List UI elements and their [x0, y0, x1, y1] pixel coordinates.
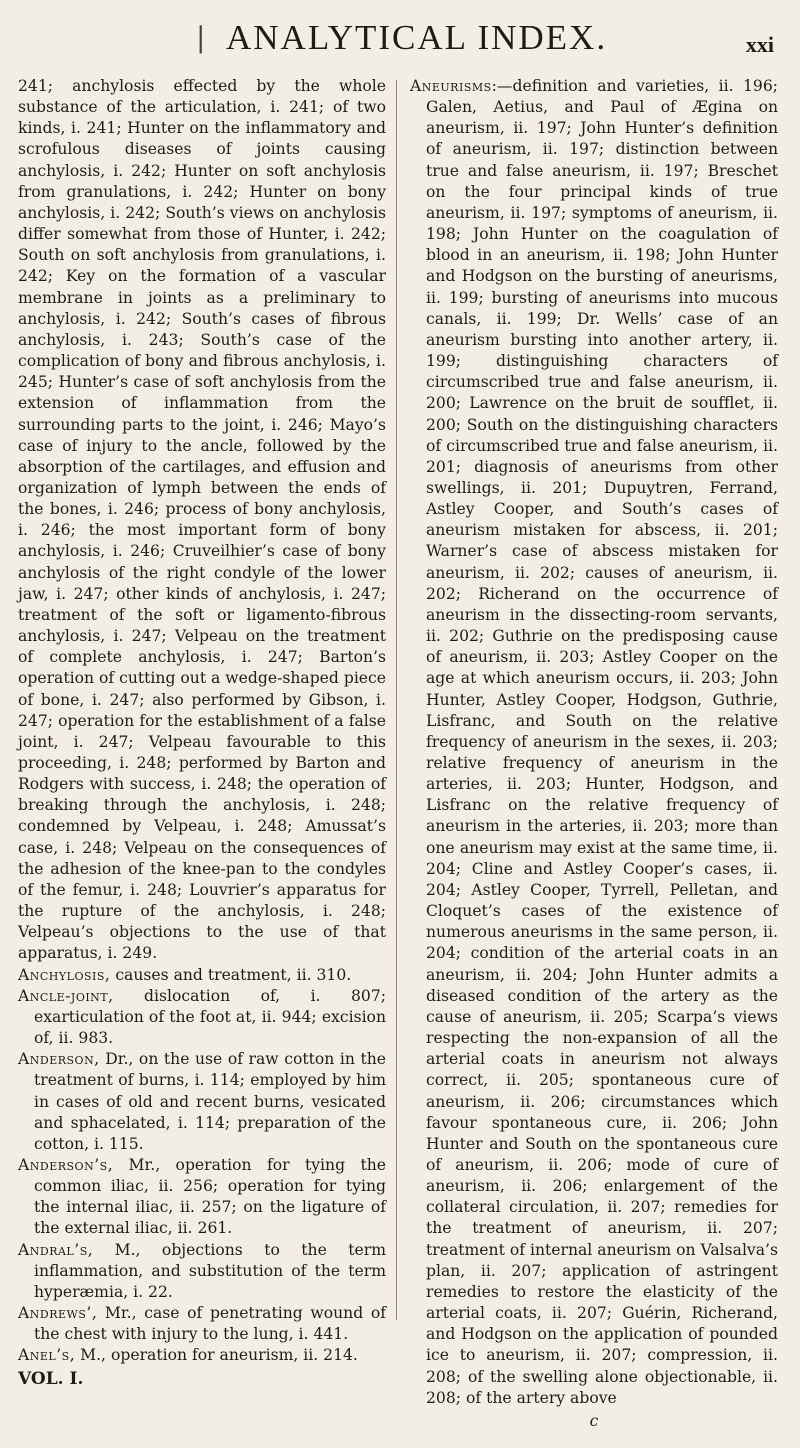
index-entry — [18, 1345, 386, 1366]
entry-text: Dr., on the use of raw cotton in the treatment of burns, i. 114; employed by him in cases of old and recent burns, vesicated and sphacelated, i. 114; preparation of the cotton, i. 115. — [34, 1050, 386, 1153]
entry-text: Mr., case of penetrating wound of the chest with injury to the lung, i. 441. — [34, 1304, 386, 1344]
index-entry — [18, 986, 386, 1049]
left-column — [18, 76, 386, 1390]
entry-text: :—definition and varieties, ii. 196; Galen, Aetius, and Paul of Ægina on aneurism, ii. 197; John Hunter’s definition of aneurism, ii. 197; distinction between true and false aneurism, ii. 197; Breschet on the four principal kinds of true aneurism, ii. 197; symptoms of aneurism, ii. 198; John Hunter on the coagulation of blood in an aneurism, ii. 198; John Hunter and Hodgson on the bursting of aneurisms, ii. 199; bursting of aneurisms into mucous canals, ii. 199; Dr. Wells’ case of an aneurism bursting into another artery, ii. 199; distinguishing characters of circumscribed true and false aneurism, ii. 200; Lawrence on the bruit de soufflet, ii. 200; South on the distinguishing characters of circumscribed true and false aneurism, ii. 201; diagnosis of aneurisms from other swellings, ii. 201; Dupuytren, Ferrand, Astley Cooper, and South’s cases of aneurism mistaken for abscess, ii. 201; Warner’s case of abscess mistaken for aneurism, ii. 202; causes of aneurism, ii. 202; Richerand on the occurrence of aneurism in the dissecting-room servants, ii. 202; Guthrie on the predisposing cause of aneurism, ii. 203; Astley Cooper on the age at which aneurism occurs, ii. 203; John Hunter, Astley Cooper, Hodgson, Guthrie, Lisfranc, and South on the relative frequency of aneurism in the sexes, ii. 203; relative frequency of aneurism in the arteries, ii. 203; Hunter, Hodgson, and Lisfranc on the relative frequency of aneurism in the arteries, ii. 203; more than one aneurism may exist at the same time, ii. 204; Cline and Astley Cooper’s cases, ii. 204; Astley Cooper, Tyrrell, Pelletan, and Cloquet’s cases of the existence of numerous aneurisms in the same person, ii. 204; condition of the arterial coats in an aneurism, ii. 204; John Hunter admits a diseased condition of the artery as the cause of aneurism, ii. 205; Scarpa’s views respecting the non-expansion of all the arterial coats in aneurism not always correct, ii. 205; spontaneous cure of aneurism, ii. 206; circumstances which favour spontaneous cure, ii. 206; John Hunter and South on the spontaneous cure of aneurism, ii. 206; mode of cure of aneurism, ii. 206; enlargement of the collateral circulation, ii. 207; remedies for the treatment of aneurism, ii. 207; treatment of internal aneurism on Valsalva’s plan, ii. 207; application of astringent remedies to restore the elasticity of the arterial coats, ii. 207; Guérin, Richerand, and Hodgson on the application of pounded ice to aneurism, ii. 207; compression, ii. 208; of the swelling alone objectionable, ii. 208; of the artery above — [426, 77, 778, 1407]
volume-signature: VOL. I. — [18, 1368, 84, 1389]
entry-text: Mr., operation for tying the common iliac, ii. 256; operation for tying the internal iliac, ii. 257; on the ligature of the external iliac, ii. 261. — [34, 1155, 386, 1238]
page-number: xxi — [745, 32, 774, 57]
entry-text: M., operation for aneurism, ii. 214. — [75, 1346, 358, 1365]
entry-headword: Anel’s, — [18, 1346, 76, 1365]
entry-headword: Anderson, — [18, 1050, 100, 1069]
index-entry — [410, 76, 778, 1409]
index-entry — [18, 1303, 386, 1345]
entry-text: causes and treatment, ii. 310. — [110, 965, 352, 984]
column-divider — [396, 80, 397, 1320]
entry-headword: Andrews’, — [18, 1304, 98, 1323]
right-column — [410, 76, 778, 1448]
entry-headword: Andral’s, — [18, 1240, 94, 1259]
entry-text: M., objections to the term inflammation, and substitution of the term hyperæmia, i. 22. — [34, 1240, 386, 1301]
index-entry-anchylosis-continued: 241; anchylosis effected by the whole substance of the articulation, i. 241; of two kinds, i. 241; Hunter on the inflammatory and scrofulous diseases of joints causing anchylosis, i. 242; Hunter on soft anchylosis from granulations, i. 242; Hunter on bony anchylosis, i. 242; South’s views on anchylosis differ somewhat from those of Hunter, i. 242; South on soft anchylosis from granulations, i. 242; Key on the formation of a vascular membrane in joints as a preliminary to anchylosis, i. 242; South’s cases of fibrous anchylosis, i. 243; South’s case of the complication of bony and fibrous anchylosis, i. 245; Hunter’s case of soft anchylosis from the extension of inflammation from the surrounding parts to the joint, i. 246; Mayo’s case of injury to the ancle, followed by the absorption of the cartilages, and effusion and organization of lymph between the ends of the bones, i. 246; process of bony anchylosis, i. 246; the most important form of bony anchylosis, i. 246; Cruveilhier’s case of bony anchylosis of the right condyle of the lower jaw, i. 247; other kinds of anchylosis, i. 247; treatment of the soft or ligamento-fibrous anchylosis, i. 247; Velpeau on the treatment of complete anchylosis, i. 247; Barton’s operation of cutting out a wedge-shaped piece of bone, i. 247; also performed by Gibson, i. 247; operation for the establishment of a false joint, i. 247; Velpeau favourable to this proceeding, i. 248; performed by Barton and Rodgers with success, i. 248; the operation of breaking through the anchylosis, i. 248; condemned by Velpeau, i. 248; Amussat’s case, i. 248; Velpeau on the consequences of the adhesion of the knee-pan to the condyles of the femur, i. 248; Louvrier’s apparatus for the rupture of the anchylosis, i. 248; Velpeau’s objections to the use of that apparatus, i. 249. — [18, 77, 386, 963]
index-entry — [18, 1155, 386, 1240]
entry-headword: Aneurisms — [410, 77, 492, 95]
entry-headword: Anchylosis, — [18, 965, 111, 984]
page-title: ANALYTICAL INDEX. — [226, 18, 608, 57]
index-entry — [18, 1240, 386, 1303]
gathering-signature: c — [589, 1411, 599, 1430]
entry-text: dislocation of, i. 807; exarticulation of the foot at, ii. 944; excision of, ii. 983. — [34, 986, 386, 1048]
index-entry — [18, 1049, 386, 1155]
entry-headword: Ancle-joint, — [18, 986, 114, 1005]
index-entry — [18, 965, 386, 986]
entry-headword: Anderson’s, — [18, 1155, 114, 1174]
header-bracket: | — [196, 21, 206, 54]
page-header — [0, 0, 800, 66]
